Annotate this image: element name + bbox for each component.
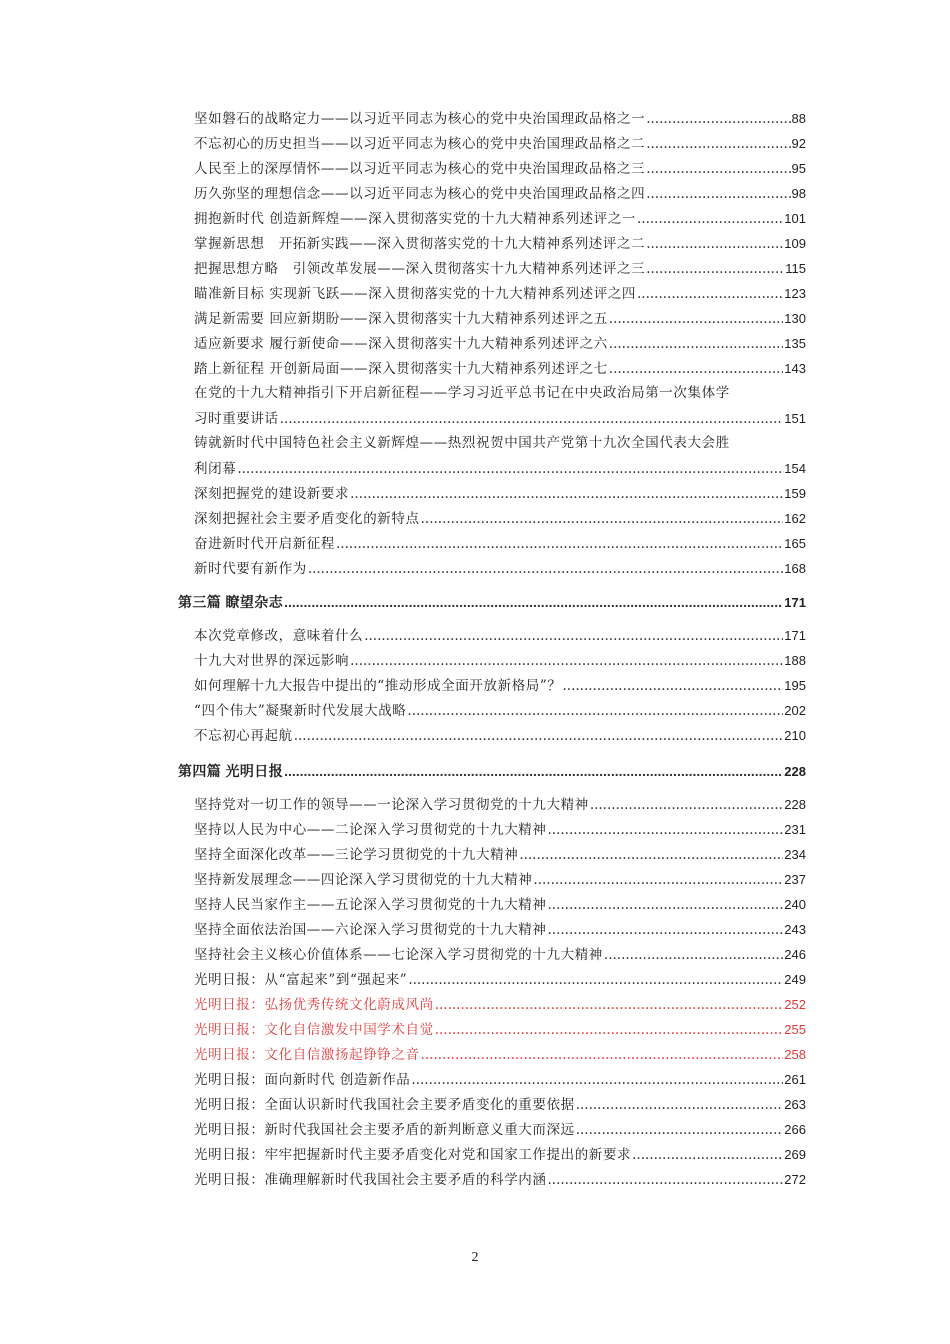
toc-section-heading[interactable] — [178, 590, 806, 615]
toc-entry[interactable] — [194, 623, 806, 649]
toc-entry-title: 新时代要有新作为 — [194, 561, 307, 577]
toc-entry-title: 光明日报：文化自信激发中国学术自觉 — [194, 1022, 434, 1038]
toc-entry-page-number: 240 — [784, 897, 806, 912]
toc-entry-title: 利闭幕 — [194, 461, 237, 477]
toc-entry[interactable] — [194, 106, 806, 132]
toc-entry-title-line1: 铸就新时代中国特色社会主义新辉煌——热烈祝贺中国共产党第十九次全国代表大会胜 — [194, 435, 730, 451]
toc-entry-title: 不忘初心再起航 — [194, 728, 293, 744]
toc-entry-page-number: 171 — [784, 595, 806, 610]
toc-entry[interactable] — [194, 331, 806, 357]
dot-leader — [548, 818, 784, 843]
toc-entry-page-number: 130 — [784, 311, 806, 326]
dot-leader — [609, 332, 784, 357]
toc-entry-page-number: 162 — [784, 511, 806, 526]
dot-leader — [576, 1118, 784, 1143]
toc-entry-page-number: 228 — [784, 797, 806, 812]
toc-entry[interactable] — [194, 131, 806, 157]
toc-entry[interactable] — [194, 817, 806, 843]
toc-entry-title: 如何理解十九大报告中提出的“推动形成全面开放新格局”？ — [194, 678, 562, 694]
toc-entry[interactable] — [194, 673, 806, 699]
toc-entry-page-number: 249 — [784, 972, 806, 987]
toc-entry-page-number: 168 — [784, 561, 806, 576]
toc-entry-page-number: 135 — [784, 336, 806, 351]
toc-entry-page-number: 237 — [784, 872, 806, 887]
dot-leader — [646, 232, 783, 257]
dot-leader — [590, 793, 783, 818]
toc-entry-page-number: 228 — [784, 764, 806, 779]
dot-leader — [609, 307, 784, 332]
toc-entry-title: 踏上新征程 开创新局面——深入贯彻落实十九大精神系列述评之七 — [194, 361, 608, 377]
toc-entry-title: 坚持全面深化改革——三论学习贯彻党的十九大精神 — [194, 847, 519, 863]
toc-section-heading[interactable] — [178, 759, 806, 784]
dot-leader — [284, 590, 783, 615]
toc-entry-page-number: 95 — [791, 161, 806, 176]
toc-entry-title: 深刻把握社会主要矛盾变化的新特点 — [194, 511, 420, 527]
toc-entry-title: 坚持新发展理念——四论深入学习贯彻党的十九大精神 — [194, 872, 533, 888]
dot-leader — [604, 943, 783, 968]
toc-entry-title: 光明日报：弘扬优秀传统文化蔚成风尚 — [194, 997, 434, 1013]
toc-entry-page-number: 272 — [784, 1172, 806, 1187]
toc-entry[interactable] — [194, 281, 806, 307]
dot-leader — [411, 1068, 783, 1093]
toc-entry[interactable] — [194, 1142, 806, 1168]
toc-entry[interactable] — [194, 648, 806, 674]
dot-leader — [576, 1093, 784, 1118]
toc-entry-title: 不忘初心的历史担当——以习近平同志为核心的党中央治国理政品格之二 — [194, 136, 646, 152]
dot-leader — [237, 457, 783, 482]
toc-entry-page-number: 159 — [784, 486, 806, 501]
dot-leader — [284, 759, 783, 784]
toc-entry-page-number: 171 — [784, 628, 806, 643]
toc-entry-title: 历久弥坚的理想信念——以习近平同志为核心的党中央治国理政品格之四 — [194, 186, 646, 202]
dot-leader — [632, 1143, 783, 1168]
toc-entry-title: 光明日报：牢牢把握新时代主要矛盾变化对党和国家工作提出的新要求 — [194, 1147, 632, 1163]
toc-entry-page-number: 165 — [784, 536, 806, 551]
dot-leader — [350, 649, 783, 674]
toc-entry-title: 第三篇 瞭望杂志 — [178, 594, 284, 610]
toc-entry-page-number: 151 — [784, 411, 806, 426]
toc-entry[interactable] — [194, 206, 806, 232]
toc-entry-page-number: 195 — [784, 678, 806, 693]
toc-entry-title: 坚持党对一切工作的领导——一论深入学习贯彻党的十九大精神 — [194, 797, 589, 813]
toc-entry[interactable] — [194, 356, 806, 382]
toc-entry-title: 光明日报：全面认识新时代我国社会主要矛盾变化的重要依据 — [194, 1097, 575, 1113]
toc-entry-page-number: 88 — [791, 111, 806, 126]
toc-entry-title: 习时重要讲话 — [194, 411, 279, 427]
dot-leader — [336, 532, 783, 557]
dot-leader — [548, 893, 784, 918]
toc-entry[interactable] — [194, 181, 806, 207]
toc-entry-title: 深刻把握党的建设新要求 — [194, 486, 350, 502]
dot-leader — [646, 257, 784, 282]
toc-entry[interactable] — [194, 942, 806, 968]
toc-entry-page-number: 263 — [784, 1097, 806, 1112]
dot-leader — [646, 182, 790, 207]
toc-entry-title: 十九大对世界的深远影响 — [194, 653, 350, 669]
toc-entry-page-number: 269 — [784, 1147, 806, 1162]
dot-leader — [548, 1168, 784, 1193]
toc-entry[interactable] — [194, 1017, 806, 1043]
toc-entry[interactable] — [194, 867, 806, 893]
toc-entry[interactable] — [194, 306, 806, 332]
toc-entry-title: 第四篇 光明日报 — [178, 763, 284, 779]
toc-entry-page-number: 143 — [784, 361, 806, 376]
toc-entry[interactable] — [194, 967, 806, 993]
toc-entry-title: 拥抱新时代 创造新辉煌——深入贯彻落实党的十九大精神系列述评之一 — [194, 211, 636, 227]
toc-entry-title: 适应新要求 履行新使命——深入贯彻落实十九大精神系列述评之六 — [194, 336, 608, 352]
toc-entry-title: 光明日报：准确理解新时代我国社会主要矛盾的科学内涵 — [194, 1172, 547, 1188]
toc-entry-page-number: 98 — [791, 186, 806, 201]
dot-leader — [519, 843, 783, 868]
toc-entry-page-number: 101 — [784, 211, 806, 226]
toc-entry-page-number: 261 — [784, 1072, 806, 1087]
dot-leader — [637, 207, 783, 232]
toc-entry-page-number: 202 — [784, 703, 806, 718]
dot-leader — [637, 282, 783, 307]
page-number: 2 — [471, 1250, 479, 1265]
toc-entry[interactable] — [194, 1167, 806, 1193]
toc-entry[interactable] — [194, 917, 806, 943]
toc-entry-page-number: 188 — [784, 653, 806, 668]
dot-leader — [646, 132, 790, 157]
toc-entry-page-number: 246 — [784, 947, 806, 962]
toc-entry-title: 满足新需要 回应新期盼——深入贯彻落实十九大精神系列述评之五 — [194, 311, 608, 327]
toc-entry-page-number: 109 — [784, 236, 806, 251]
toc-entry[interactable] — [194, 1117, 806, 1143]
dot-leader — [308, 557, 783, 582]
toc-entry-page-number: 255 — [784, 1022, 806, 1037]
dot-leader — [435, 993, 784, 1018]
toc-entry-title: 坚持全面依法治国——六论深入学习贯彻党的十九大精神 — [194, 922, 547, 938]
toc-entry-title: 光明日报：从“富起来”到“强起来” — [194, 972, 408, 988]
toc-entry[interactable] — [194, 481, 806, 507]
toc-entry-title: 掌握新思想 开拓新实践——深入贯彻落实党的十九大精神系列述评之二 — [194, 236, 646, 252]
toc-entry-page-number: 92 — [791, 136, 806, 151]
toc-entry[interactable] — [194, 156, 806, 182]
toc-entry[interactable] — [194, 1067, 806, 1093]
toc-entry[interactable] — [194, 256, 806, 282]
toc-entry-title: 人民至上的深厚情怀——以习近平同志为核心的党中央治国理政品格之三 — [194, 161, 646, 177]
dot-leader — [435, 1018, 784, 1043]
dot-leader — [408, 968, 783, 993]
toc-entry-title: “四个伟大”凝聚新时代发展大战略 — [194, 703, 407, 719]
toc-entry-title: 坚持社会主义核心价值体系——七论深入学习贯彻党的十九大精神 — [194, 947, 603, 963]
toc-entry-title: 光明日报：面向新时代 创造新作品 — [194, 1072, 411, 1088]
toc-entry-page-number: 252 — [784, 997, 806, 1012]
toc-entry[interactable] — [194, 506, 806, 532]
toc-entry-title-line1: 在党的十九大精神指引下开启新征程——学习习近平总书记在中央政治局第一次集体学 — [194, 385, 730, 401]
toc-entry-page-number: 115 — [785, 261, 806, 276]
toc-entry-title: 坚持人民当家作主——五论深入学习贯彻党的十九大精神 — [194, 897, 547, 913]
toc-entry-page-number: 210 — [784, 728, 806, 743]
dot-leader — [421, 507, 784, 532]
toc-entry-title: 本次党章修改，意味着什么 — [194, 628, 364, 644]
toc-entry-page-number: 154 — [784, 461, 806, 476]
dot-leader — [609, 357, 784, 382]
toc-entry-title: 光明日报：新时代我国社会主要矛盾的新判断意义重大而深远 — [194, 1122, 575, 1138]
toc-entry[interactable] — [194, 431, 806, 482]
toc-entry[interactable] — [194, 723, 806, 749]
dot-leader — [364, 624, 783, 649]
dot-leader — [421, 1043, 784, 1068]
toc-entry[interactable] — [194, 992, 806, 1018]
toc-entry-title: 坚持以人民为中心——二论深入学习贯彻党的十九大精神 — [194, 822, 547, 838]
dot-leader — [646, 107, 790, 132]
toc-entry[interactable] — [194, 892, 806, 918]
toc-entry-page-number: 231 — [784, 822, 806, 837]
toc-entry[interactable] — [194, 1092, 806, 1118]
toc-entry[interactable] — [194, 231, 806, 257]
toc-entry[interactable] — [194, 531, 806, 557]
toc-entry-page-number: 258 — [784, 1047, 806, 1062]
toc-entry-title: 光明日报：文化自信激扬起铮铮之音 — [194, 1047, 420, 1063]
toc-entry[interactable] — [194, 698, 806, 724]
toc-entry-title: 把握思想方略 引领改革发展——深入贯彻落实十九大精神系列述评之三 — [194, 261, 646, 277]
dot-leader — [563, 674, 784, 699]
toc-entry[interactable] — [194, 556, 806, 582]
toc-entry[interactable] — [194, 381, 806, 432]
toc-entry-page-number: 234 — [784, 847, 806, 862]
dot-leader — [294, 724, 784, 749]
toc-entry-page-number: 123 — [784, 286, 806, 301]
toc-entry-page-number: 266 — [784, 1122, 806, 1137]
toc-entry-title: 奋进新时代开启新征程 — [194, 536, 335, 552]
dot-leader — [548, 918, 784, 943]
toc-entry-page-number: 243 — [784, 922, 806, 937]
dot-leader — [533, 868, 783, 893]
dot-leader — [280, 407, 784, 432]
toc-entry[interactable] — [194, 842, 806, 868]
toc-entry[interactable] — [194, 1042, 806, 1068]
toc-entry[interactable] — [194, 792, 806, 818]
toc-entry-title: 坚如磐石的战略定力——以习近平同志为核心的党中央治国理政品格之一 — [194, 111, 646, 127]
dot-leader — [350, 482, 783, 507]
dot-leader — [407, 699, 783, 724]
dot-leader — [646, 157, 790, 182]
toc-entry-title: 瞄准新目标 实现新飞跃——深入贯彻落实党的十九大精神系列述评之四 — [194, 286, 636, 302]
